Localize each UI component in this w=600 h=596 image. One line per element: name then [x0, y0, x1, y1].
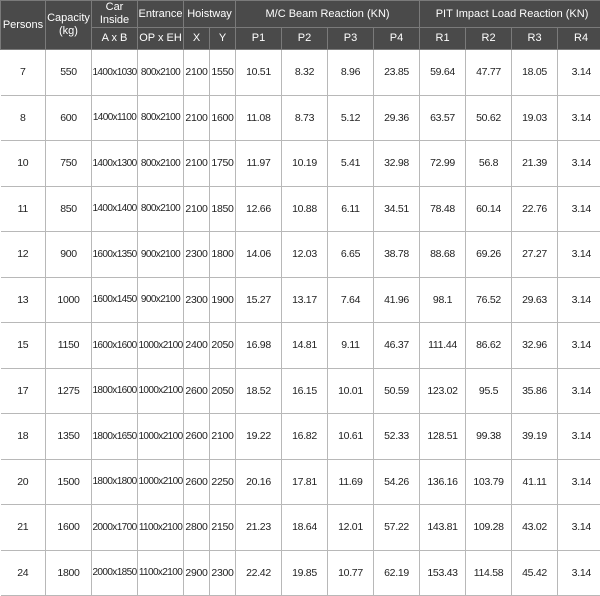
cell-entrance: 1000x2100 — [138, 414, 184, 460]
cell-r3: 29.63 — [512, 277, 558, 323]
cell-r2: 86.62 — [466, 323, 512, 369]
cell-car-inside: 1400x1400 — [92, 186, 138, 232]
cell-hoistway-x: 2900 — [184, 550, 210, 596]
cell-r1: 78.48 — [420, 186, 466, 232]
cell-r1: 59.64 — [420, 50, 466, 96]
cell-p2: 16.82 — [282, 414, 328, 460]
cell-persons: 18 — [1, 414, 46, 460]
table-row — [1, 95, 600, 141]
cell-r1: 98.1 — [420, 277, 466, 323]
cell-p4: 57.22 — [374, 505, 420, 551]
cell-p1: 10.51 — [236, 50, 282, 96]
cell-car-inside: 2000x1700 — [92, 505, 138, 551]
cell-p2: 13.17 — [282, 277, 328, 323]
table-row — [1, 459, 600, 505]
cell-p3: 10.01 — [328, 368, 374, 414]
table-row — [1, 50, 600, 96]
cell-r1: 72.99 — [420, 141, 466, 187]
table-row — [1, 277, 600, 323]
cell-persons: 13 — [1, 277, 46, 323]
cell-hoistway-y: 1550 — [210, 50, 236, 96]
header-car-inside: Car Inside — [92, 1, 138, 28]
cell-persons: 7 — [1, 50, 46, 96]
table-row — [1, 232, 600, 278]
cell-entrance: 800x2100 — [138, 186, 184, 232]
table-header — [1, 1, 600, 50]
cell-hoistway-x: 2100 — [184, 95, 210, 141]
cell-p3: 8.96 — [328, 50, 374, 96]
cell-r2: 69.26 — [466, 232, 512, 278]
header-entrance-sub: OP x EH — [138, 28, 184, 50]
cell-r1: 136.16 — [420, 459, 466, 505]
cell-p1: 22.42 — [236, 550, 282, 596]
cell-hoistway-y: 2100 — [210, 414, 236, 460]
cell-p2: 19.85 — [282, 550, 328, 596]
cell-p3: 6.11 — [328, 186, 374, 232]
cell-r4: 3.14 — [558, 323, 600, 369]
cell-p4: 46.37 — [374, 323, 420, 369]
cell-p1: 11.97 — [236, 141, 282, 187]
cell-car-inside: 1800x1650 — [92, 414, 138, 460]
cell-p2: 17.81 — [282, 459, 328, 505]
cell-p3: 6.65 — [328, 232, 374, 278]
cell-p1: 14.06 — [236, 232, 282, 278]
cell-p4: 54.26 — [374, 459, 420, 505]
cell-p3: 5.12 — [328, 95, 374, 141]
cell-hoistway-y: 2300 — [210, 550, 236, 596]
cell-r4: 3.14 — [558, 141, 600, 187]
cell-p3: 11.69 — [328, 459, 374, 505]
cell-p2: 8.32 — [282, 50, 328, 96]
cell-persons: 11 — [1, 186, 46, 232]
cell-car-inside: 1400x1100 — [92, 95, 138, 141]
cell-r2: 60.14 — [466, 186, 512, 232]
cell-capacity: 1275 — [46, 368, 92, 414]
cell-capacity: 1150 — [46, 323, 92, 369]
cell-hoistway-x: 2300 — [184, 232, 210, 278]
cell-p2: 12.03 — [282, 232, 328, 278]
cell-r2: 47.77 — [466, 50, 512, 96]
cell-r3: 22.76 — [512, 186, 558, 232]
cell-capacity: 1350 — [46, 414, 92, 460]
header-y: Y — [210, 28, 236, 50]
cell-hoistway-y: 1900 — [210, 277, 236, 323]
cell-p3: 10.77 — [328, 550, 374, 596]
cell-r1: 123.02 — [420, 368, 466, 414]
cell-r1: 143.81 — [420, 505, 466, 551]
cell-car-inside: 1600x1350 — [92, 232, 138, 278]
cell-capacity: 850 — [46, 186, 92, 232]
header-p2: P2 — [282, 28, 328, 50]
cell-hoistway-x: 2600 — [184, 368, 210, 414]
cell-persons: 17 — [1, 368, 46, 414]
cell-entrance: 1000x2100 — [138, 368, 184, 414]
header-p1: P1 — [236, 28, 282, 50]
cell-p4: 34.51 — [374, 186, 420, 232]
cell-hoistway-y: 2150 — [210, 505, 236, 551]
cell-r4: 3.14 — [558, 459, 600, 505]
cell-r2: 109.28 — [466, 505, 512, 551]
cell-r2: 99.38 — [466, 414, 512, 460]
cell-entrance: 900x2100 — [138, 277, 184, 323]
cell-r2: 103.79 — [466, 459, 512, 505]
cell-p2: 10.19 — [282, 141, 328, 187]
cell-r3: 21.39 — [512, 141, 558, 187]
cell-hoistway-x: 2600 — [184, 459, 210, 505]
cell-p3: 10.61 — [328, 414, 374, 460]
cell-r1: 88.68 — [420, 232, 466, 278]
cell-p2: 16.15 — [282, 368, 328, 414]
cell-p4: 62.19 — [374, 550, 420, 596]
cell-p4: 29.36 — [374, 95, 420, 141]
cell-capacity: 600 — [46, 95, 92, 141]
header-p3: P3 — [328, 28, 374, 50]
cell-entrance: 1100x2100 — [138, 505, 184, 551]
cell-capacity: 1800 — [46, 550, 92, 596]
cell-r4: 3.14 — [558, 414, 600, 460]
cell-r1: 63.57 — [420, 95, 466, 141]
cell-p1: 18.52 — [236, 368, 282, 414]
cell-r3: 41.11 — [512, 459, 558, 505]
cell-r2: 56.8 — [466, 141, 512, 187]
cell-hoistway-y: 1600 — [210, 95, 236, 141]
cell-r2: 76.52 — [466, 277, 512, 323]
header-persons: Persons — [1, 1, 46, 50]
cell-entrance: 1100x2100 — [138, 550, 184, 596]
cell-p3: 5.41 — [328, 141, 374, 187]
cell-r2: 50.62 — [466, 95, 512, 141]
cell-car-inside: 1800x1600 — [92, 368, 138, 414]
cell-capacity: 1000 — [46, 277, 92, 323]
cell-car-inside: 1400x1030 — [92, 50, 138, 96]
header-x: X — [184, 28, 210, 50]
header-capacity: Capacity (kg) — [46, 1, 92, 50]
cell-p4: 50.59 — [374, 368, 420, 414]
header-beam-reaction: M/C Beam Reaction (KN) — [236, 1, 420, 28]
cell-r4: 3.14 — [558, 232, 600, 278]
cell-hoistway-x: 2400 — [184, 323, 210, 369]
cell-car-inside: 1800x1800 — [92, 459, 138, 505]
cell-r3: 32.96 — [512, 323, 558, 369]
cell-r1: 111.44 — [420, 323, 466, 369]
header-car-sub: A x B — [92, 28, 138, 50]
cell-r1: 153.43 — [420, 550, 466, 596]
header-hoistway: Hoistway — [184, 1, 236, 28]
cell-hoistway-y: 1850 — [210, 186, 236, 232]
cell-persons: 10 — [1, 141, 46, 187]
cell-r4: 3.14 — [558, 368, 600, 414]
cell-hoistway-x: 2100 — [184, 141, 210, 187]
cell-entrance: 1000x2100 — [138, 459, 184, 505]
cell-r3: 19.03 — [512, 95, 558, 141]
cell-hoistway-x: 2100 — [184, 186, 210, 232]
cell-persons: 15 — [1, 323, 46, 369]
cell-entrance: 800x2100 — [138, 141, 184, 187]
cell-r3: 43.02 — [512, 505, 558, 551]
cell-car-inside: 1400x1300 — [92, 141, 138, 187]
table-row — [1, 141, 600, 187]
cell-r3: 35.86 — [512, 368, 558, 414]
cell-persons: 20 — [1, 459, 46, 505]
header-entrance: Entrance — [138, 1, 184, 28]
cell-p1: 16.98 — [236, 323, 282, 369]
header-r1: R1 — [420, 28, 466, 50]
cell-p2: 8.73 — [282, 95, 328, 141]
cell-p4: 38.78 — [374, 232, 420, 278]
table-body — [1, 50, 600, 596]
cell-hoistway-y: 1800 — [210, 232, 236, 278]
cell-capacity: 1500 — [46, 459, 92, 505]
cell-p2: 10.88 — [282, 186, 328, 232]
cell-p2: 14.81 — [282, 323, 328, 369]
cell-capacity: 750 — [46, 141, 92, 187]
cell-hoistway-y: 2250 — [210, 459, 236, 505]
cell-hoistway-y: 1750 — [210, 141, 236, 187]
cell-capacity: 1600 — [46, 505, 92, 551]
cell-r4: 3.14 — [558, 50, 600, 96]
cell-p1: 19.22 — [236, 414, 282, 460]
cell-p1: 12.66 — [236, 186, 282, 232]
cell-p1: 11.08 — [236, 95, 282, 141]
table-row — [1, 505, 600, 551]
cell-hoistway-x: 2800 — [184, 505, 210, 551]
header-r4: R4 — [558, 28, 600, 50]
header-r3: R3 — [512, 28, 558, 50]
table-row — [1, 186, 600, 232]
header-p4: P4 — [374, 28, 420, 50]
cell-capacity: 550 — [46, 50, 92, 96]
cell-car-inside: 1600x1600 — [92, 323, 138, 369]
cell-p4: 52.33 — [374, 414, 420, 460]
cell-r4: 3.14 — [558, 277, 600, 323]
cell-r2: 95.5 — [466, 368, 512, 414]
cell-car-inside: 1600x1450 — [92, 277, 138, 323]
cell-hoistway-x: 2100 — [184, 50, 210, 96]
cell-hoistway-x: 2600 — [184, 414, 210, 460]
cell-p4: 23.85 — [374, 50, 420, 96]
cell-r3: 18.05 — [512, 50, 558, 96]
header-r2: R2 — [466, 28, 512, 50]
cell-persons: 12 — [1, 232, 46, 278]
cell-p1: 15.27 — [236, 277, 282, 323]
cell-p3: 7.64 — [328, 277, 374, 323]
cell-entrance: 900x2100 — [138, 232, 184, 278]
cell-r4: 3.14 — [558, 186, 600, 232]
cell-p2: 18.64 — [282, 505, 328, 551]
header-pit-impact: PIT Impact Load Reaction (KN) — [420, 1, 600, 28]
cell-p1: 21.23 — [236, 505, 282, 551]
cell-p4: 41.96 — [374, 277, 420, 323]
table-row — [1, 323, 600, 369]
cell-r3: 27.27 — [512, 232, 558, 278]
cell-hoistway-y: 2050 — [210, 368, 236, 414]
table-row — [1, 368, 600, 414]
cell-p4: 32.98 — [374, 141, 420, 187]
cell-r3: 39.19 — [512, 414, 558, 460]
cell-capacity: 900 — [46, 232, 92, 278]
table-row — [1, 414, 600, 460]
cell-hoistway-x: 2300 — [184, 277, 210, 323]
cell-p1: 20.16 — [236, 459, 282, 505]
cell-persons: 21 — [1, 505, 46, 551]
cell-p3: 9.11 — [328, 323, 374, 369]
cell-r1: 128.51 — [420, 414, 466, 460]
cell-persons: 8 — [1, 95, 46, 141]
cell-hoistway-y: 2050 — [210, 323, 236, 369]
cell-r4: 3.14 — [558, 95, 600, 141]
cell-r2: 114.58 — [466, 550, 512, 596]
cell-r4: 3.14 — [558, 550, 600, 596]
cell-entrance: 1000x2100 — [138, 323, 184, 369]
cell-persons: 24 — [1, 550, 46, 596]
cell-entrance: 800x2100 — [138, 50, 184, 96]
cell-entrance: 800x2100 — [138, 95, 184, 141]
cell-p3: 12.01 — [328, 505, 374, 551]
table-row — [1, 550, 600, 596]
cell-r3: 45.42 — [512, 550, 558, 596]
cell-car-inside: 2000x1850 — [92, 550, 138, 596]
cell-r4: 3.14 — [558, 505, 600, 551]
